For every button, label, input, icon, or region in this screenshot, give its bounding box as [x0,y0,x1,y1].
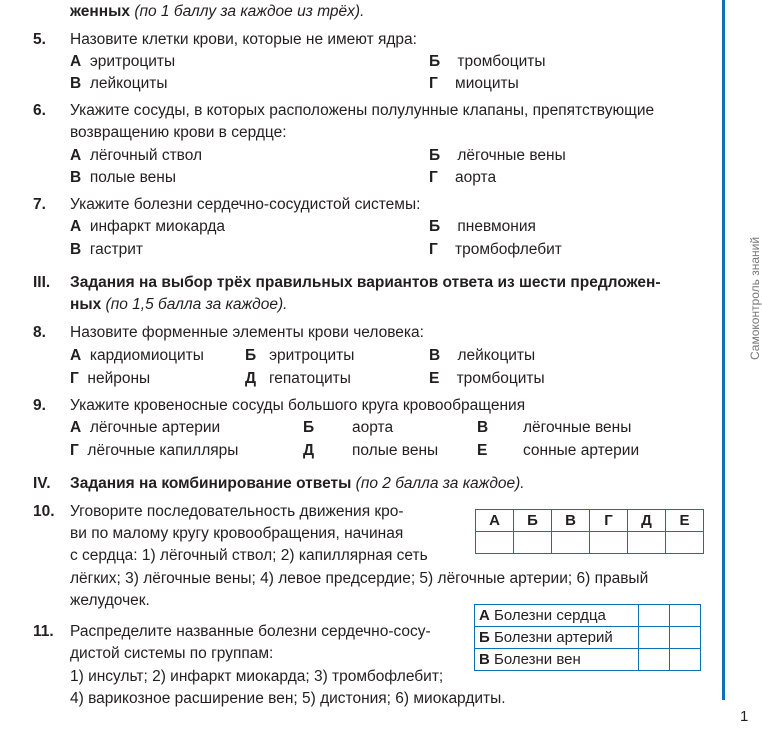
q9-option-e-letter: Е [477,442,488,459]
question-9-number: 9. [33,397,46,414]
question-5-number: 5. [33,31,46,48]
q10-answer-cell[interactable] [628,532,666,554]
q6-option-g[interactable]: Г аорта [429,169,497,186]
q10-answer-cell[interactable] [552,532,590,554]
q9-option-v-text[interactable]: лёгочные вены [523,419,632,436]
question-6-text-line2: возвращению крови в сердце: [70,124,287,141]
section-4-number: IV. [33,475,51,492]
q10-answer-cell[interactable] [514,532,552,554]
q8-option-v[interactable]: В лейкоциты [429,347,536,364]
question-6-text-line1: Укажите сосуды, в которых расположены полулунные клапаны, препятствующие [70,102,655,119]
q10-answer-cell[interactable] [476,532,514,554]
q11-row-heart [475,605,701,627]
q9-option-d-text[interactable]: полые вены [352,442,439,459]
section-continuation [70,2,364,22]
q7-option-b[interactable]: Б пневмония [429,218,536,235]
q11-answer-cell[interactable] [639,605,670,627]
question-10-line5: желудочек. [70,592,150,609]
continuation-bold: женных [70,3,130,20]
q8-option-e[interactable]: Е тромбоциты [429,370,545,387]
q10-header-b: Б [514,510,552,532]
question-7-text: Укажите болезни сердечно-сосудистой системы: [70,196,421,213]
continuation-note: (по 1 баллу за каждое из трёх). [134,3,365,20]
q10-answer-cell[interactable] [590,532,628,554]
q9-option-e-text[interactable]: сонные артерии [523,442,640,459]
section-3-title-line1: Задания на выбор трёх правильных вариантов ответа из шести предложен- [70,274,661,291]
question-11-line3: 1) инсульт; 2) инфаркт миокарда; 3) тромбофлебит; [70,668,444,685]
q6-option-b[interactable]: Б лёгочные вены [429,147,566,164]
margin-rule [722,0,725,700]
q7-option-g[interactable]: Г тромбофлебит [429,241,562,258]
q7-option-v[interactable]: В гастрит [70,241,143,258]
question-10-number: 10. [33,503,55,520]
q10-header-v: В [552,510,590,532]
question-10-line1: Уговорите последовательность движения кро- [70,503,404,520]
q10-header-a: А [476,510,514,532]
q5-option-g[interactable]: Г миоциты [429,75,519,92]
q8-option-b[interactable]: Б эритроциты [245,347,355,364]
q8-option-g[interactable]: Г нейроны [70,370,151,387]
side-label: Самоконтроль знаний [748,236,762,360]
page-number: 1 [740,708,749,725]
q9-option-v-letter: В [477,419,489,436]
q5-option-v[interactable]: В лейкоциты [70,75,168,92]
question-11-line2: дистой системы по группам: [70,645,274,662]
q10-header-d: Д [628,510,666,532]
q10-answer-cell[interactable] [666,532,704,554]
q11-answer-cell[interactable] [639,649,670,671]
q8-option-a[interactable]: А кардиомиоциты [70,347,204,364]
q6-option-v[interactable]: В полые вены [70,169,176,186]
q11-row-arteries [475,627,701,649]
q7-option-a[interactable]: А инфаркт миокарда [70,218,226,235]
q11-answer-cell[interactable] [670,605,701,627]
q6-option-a[interactable]: А лёгочный ствол [70,147,203,164]
question-7-number: 7. [33,196,46,213]
q9-option-a[interactable]: А лёгочные артерии [70,419,221,436]
q9-option-b-text[interactable]: аорта [352,419,394,436]
q11-row-label: А Болезни сердца [475,605,639,627]
q10-header-e: Е [666,510,704,532]
question-8-number: 8. [33,324,46,341]
question-9-text: Укажите кровеносные сосуды большого круга кровообращения [70,397,526,414]
q11-answer-cell[interactable] [639,627,670,649]
q8-option-d[interactable]: Д гепатоциты [245,370,351,387]
q9-option-g[interactable]: Г лёгочные капилляры [70,442,239,459]
q11-row-veins [475,649,701,671]
q5-option-b[interactable]: Б тромбоциты [429,53,546,70]
section-4-title: Задания на комбинирование ответы (по 2 балла за каждое). [70,475,525,492]
q9-option-d-letter: Д [303,442,315,459]
question-10-line3: с сердца: 1) лёгочный ствол; 2) капиллярная сеть [70,547,428,564]
q11-answer-table [474,604,701,671]
question-11-number: 11. [33,623,54,640]
q11-answer-cell[interactable] [670,649,701,671]
q9-option-b-letter: Б [303,419,315,436]
question-6-number: 6. [33,102,46,119]
q5-option-a[interactable]: А эритроциты [70,53,176,70]
question-11-line1: Распределите названные болезни сердечно-сосу- [70,623,431,640]
question-10-line4: лёгких; 3) лёгочные вены; 4) левое предсердие; 5) лёгочные артерии; 6) правый [70,570,649,587]
q11-answer-cell[interactable] [670,627,701,649]
question-5-text: Назовите клетки крови, которые не имеют ядра: [70,31,417,48]
q11-row-label: В Болезни вен [475,649,639,671]
q10-answer-table [475,509,704,554]
q11-row-label: Б Болезни артерий [475,627,639,649]
question-11-line4: 4) варикозное расширение вен; 5) дистония; 6) миокардиты. [70,690,506,707]
question-8-text: Назовите форменные элементы крови человека: [70,324,424,341]
q10-header-g: Г [590,510,628,532]
question-10-line2: ви по малому кругу кровообращения, начиная [70,525,404,542]
section-3-title-line2: ных (по 1,5 балла за каждое). [70,296,288,313]
section-3-number: III. [33,274,51,291]
